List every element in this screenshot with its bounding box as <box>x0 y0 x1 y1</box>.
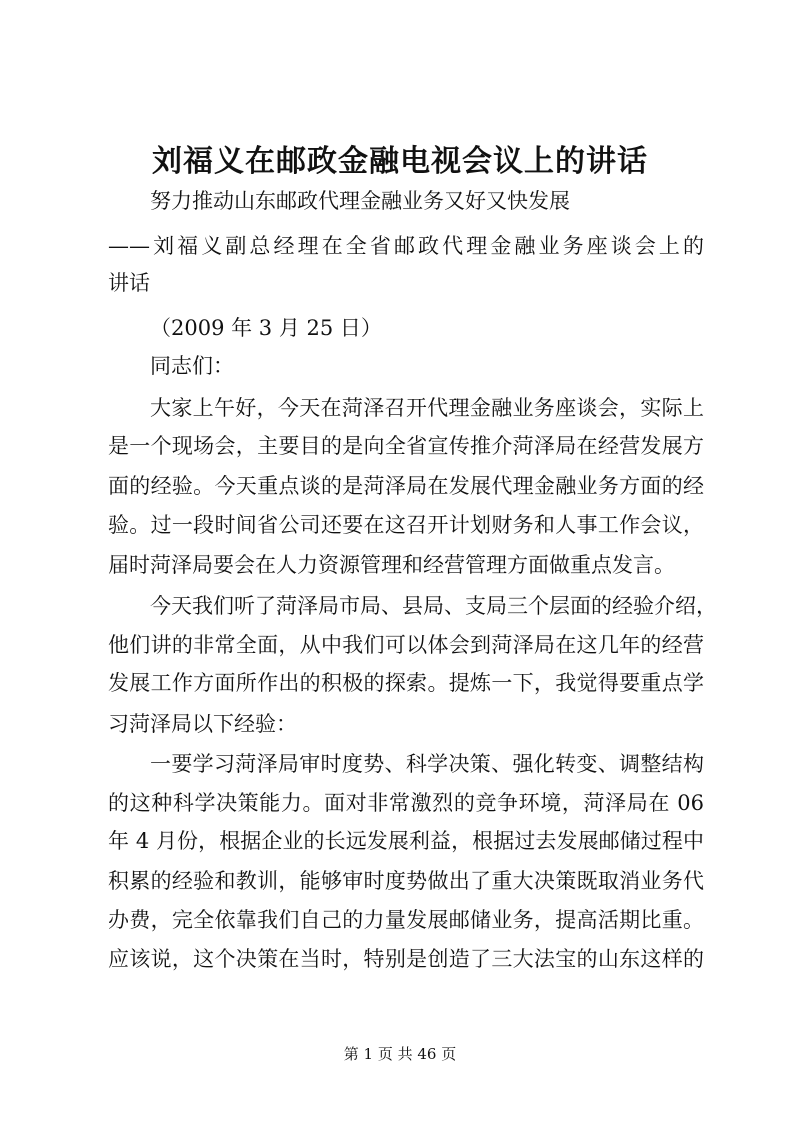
paragraph-line: 应该说，这个决策在当时，特别是创造了三大法宝的山东这样的 <box>108 947 704 971</box>
paragraph-line: 办费，完全依靠我们自己的力量发展邮储业务，提高活期比重。 <box>108 908 704 932</box>
speech-date: （2009 年 3 月 25 日） <box>150 316 382 340</box>
document-title: 刘福义在邮政金融电视会议上的讲话 <box>152 144 648 179</box>
paragraph-line: 发展工作方面所作出的积极的探索。提炼一下，我觉得要重点学 <box>108 671 704 695</box>
paragraph-line: 大家上午好，今天在菏泽召开代理金融业务座谈会，实际上 <box>150 396 704 420</box>
paragraph-line: 届时菏泽局要会在人力资源管理和经营管理方面做重点发言。 <box>108 553 675 577</box>
paragraph-line: 是一个现场会，主要目的是向全省宣传推介菏泽局在经营发展方 <box>108 434 704 458</box>
paragraph-line: 验。过一段时间省公司还要在这召开计划财务和人事工作会议， <box>108 513 704 537</box>
paragraph-line: 面的经验。今天重点谈的是菏泽局在发展代理金融业务方面的经 <box>108 474 704 498</box>
paragraph-line: 年 4 月份，根据企业的长远发展利益，根据过去发展邮储过程中 <box>108 829 704 853</box>
subtitle-byline: ——刘福义副总经理在全省邮政代理金融业务座谈会上的 <box>108 234 704 258</box>
paragraph-line: 一要学习菏泽局审时度势、科学决策、强化转变、调整结构 <box>150 752 704 776</box>
paragraph-line: 积累的经验和教训，能够审时度势做出了重大决策既取消业务代 <box>108 869 704 893</box>
paragraph-line: 的这种科学决策能力。面对非常激烈的竞争环境，菏泽局在 06 <box>108 791 704 815</box>
subtitle-byline-end: 讲话 <box>108 271 150 295</box>
paragraph-line: 习菏泽局以下经验： <box>108 712 297 736</box>
paragraph-line: 今天我们听了菏泽局市局、县局、支局三个层面的经验介绍， <box>150 594 717 618</box>
subtitle: 努力推动山东邮政代理金融业务又好又快发展 <box>150 189 570 213</box>
page-number: 第 1 页 共 46 页 <box>343 1045 457 1063</box>
salutation: 同志们： <box>150 354 234 378</box>
paragraph-line: 他们讲的非常全面，从中我们可以体会到菏泽局在这几年的经营 <box>108 633 704 657</box>
